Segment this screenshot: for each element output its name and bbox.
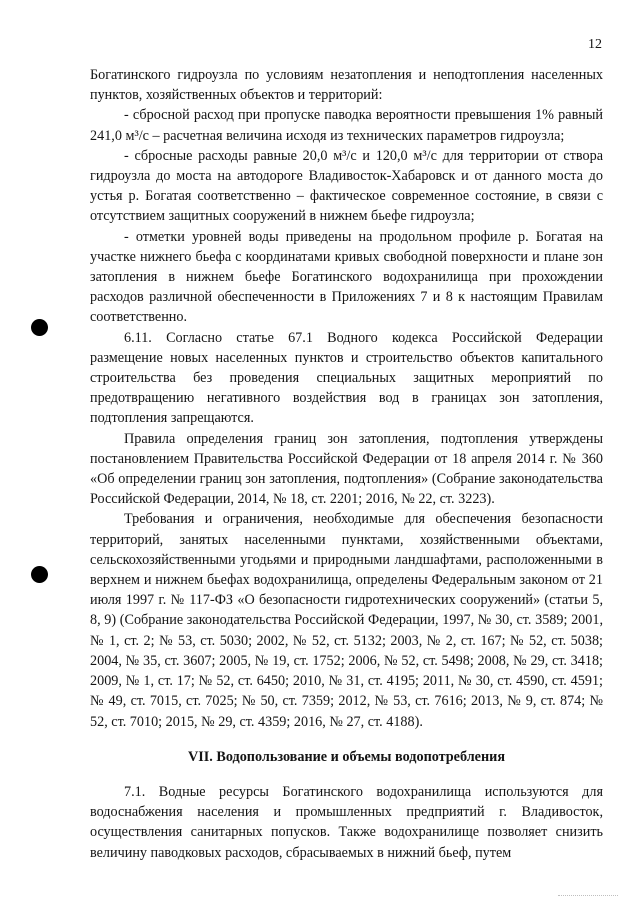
- scan-edge-mark: [558, 895, 618, 897]
- paragraph: - сбросные расходы равные 20,0 м³/с и 120,0 м³/с для территории от створа гидроузла до моста на автодороге Владивосток-Хабаровск и от данного моста до устья р. Богатая соответственно – фактическое современное состояние, в связи с отсутствием защитных сооружений в нижнем бьефе гидроузла;: [90, 147, 603, 225]
- document-body: [90, 65, 603, 863]
- paragraph: 6.11. Согласно статье 67.1 Водного кодекса Российской Федерации размещение новых населенных пунктов и строительство объектов капитального строительства без проведения специальных защитных мероприятий по предотвращению негативного воздействия вод в границах зон затопления, подтопления запрещаются.: [90, 329, 603, 427]
- page-number: 12: [588, 37, 602, 52]
- paragraph: - сбросной расход при пропуске паводка вероятности превышения 1% равный 241,0 м³/с – расчетная величина исходя из технических параметров гидроузла;: [90, 107, 603, 144]
- section-heading: VII. Водопользование и объемы водопотребления: [187, 748, 505, 765]
- binder-hole: [31, 319, 48, 336]
- paragraph: Правила определения границ зон затопления, подтопления утверждены постановлением Правительства Российской Федерации от 18 апреля 2014 г. № 360 «Об определении границ зон затопления, подтопления» (Собрание законодательства Российской Федерации, 2014, № 18, ст. 2201; 2016, № 22, ст. 3223).: [90, 430, 603, 508]
- paragraph: 7.1. Водные ресурсы Богатинского водохранилища используются для водоснабжения населения и промышленных предприятий г. Владивосток, осуществления санитарных попусков. Также водохранилище позволяет снизить величину паводковых расходов, сбрасываемых в нижний бьеф, путем: [90, 783, 603, 861]
- paragraph: Богатинского гидроузла по условиям незатопления и неподтопления населенных пунктов, хозяйственных объектов и территорий:: [90, 67, 603, 104]
- paragraph: Требования и ограничения, необходимые для обеспечения безопасности территорий, занятых населенными пунктами, хозяйственными объектами, сельскохозяйственными угодьями и природными ландшафтами, расположенными в верхнем и нижнем бьефах водохранилища, определены Федеральным законом от 21 июля 1997 г. № 117-ФЗ «О безопасности гидротехнических сооружений» (статьи 5, 8, 9) (Собрание законодательства Российской Федерации, 1997, № 30, ст. 3589; 2001, № 1, ст. 2; № 53, ст. 5030; 2002, № 52, ст. 5132; 2003, № 2, ст. 167; № 52, ст. 5038; 2004, № 35, ст. 3607; 2005, № 19, ст. 1752; 2006, № 52, ст. 5498; 2008, № 29, ст. 3418; 2009, № 1, ст. 17; № 52, ст. 6450; 2010, № 31, ст. 4195; 2011, № 30, ст. 4590, ст. 4591; № 49, ст. 7015, ст. 7025; № 50, ст. 7359; 2012, № 53, ст. 7616; 2013, № 9, ст. 874; № 52, ст. 7010; 2015, № 29, ст. 4359; 2016, № 27, ст. 4188).: [90, 511, 603, 730]
- paragraph: - отметки уровней воды приведены на продольном профиле р. Богатая на участке нижнего бьефа с координатами кривых свободной поверхности и плане зон затопления в нижнем бьефе Богатинского водохранилища при прохождении расходов различной обеспеченности в Приложениях 7 и 8 к настоящим Правилам соответственно.: [90, 228, 603, 326]
- binder-hole: [31, 566, 48, 583]
